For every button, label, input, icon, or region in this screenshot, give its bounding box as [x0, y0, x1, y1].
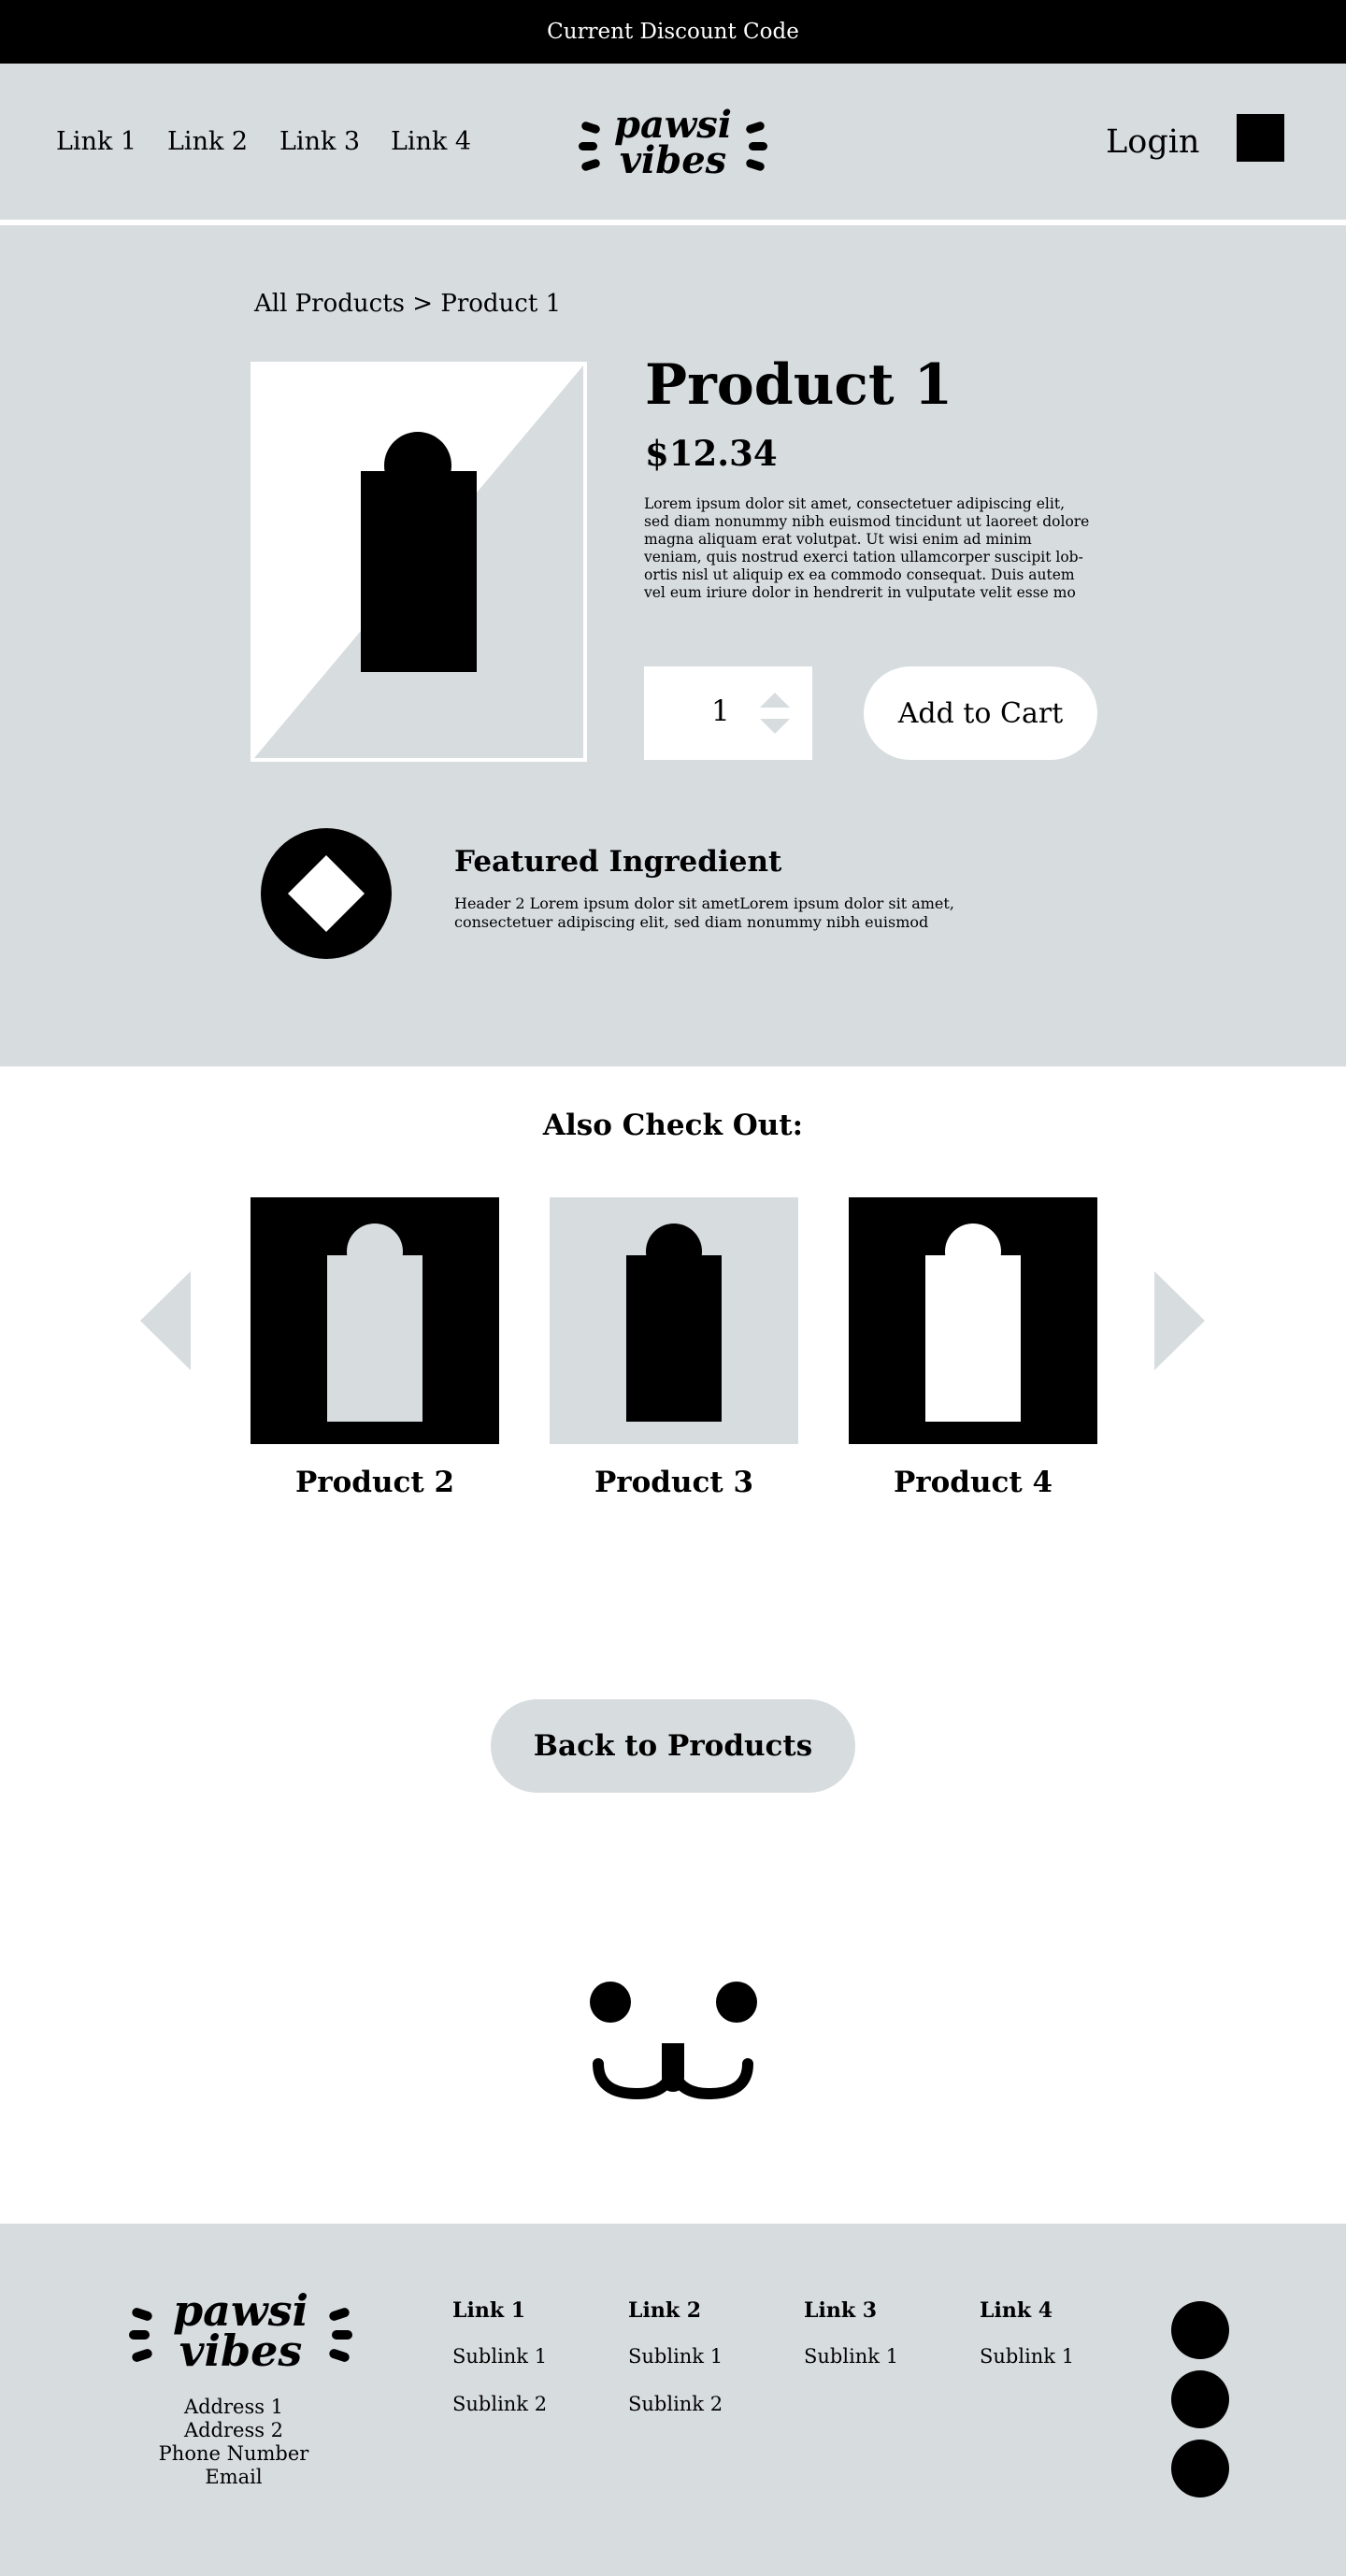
discount-banner	[0, 0, 1346, 64]
logo-dash	[749, 142, 767, 150]
product-3-name[interactable]: Product 3	[594, 1466, 754, 1499]
footer-sublink[interactable]: Sublink 1	[628, 2345, 723, 2368]
footer-link-1[interactable]: Link 1	[452, 2298, 526, 2323]
footer-column-2	[628, 2298, 723, 2440]
bottle-image-icon	[254, 365, 583, 758]
dog-face-icon	[580, 1972, 766, 2112]
footer-column-3	[804, 2298, 898, 2393]
quantity-value[interactable]: 1	[711, 694, 730, 728]
footer-sublink[interactable]: Sublink 1	[804, 2345, 899, 2368]
product-card-3[interactable]	[550, 1197, 798, 1499]
chevron-down-icon[interactable]	[760, 719, 790, 734]
logo-dash	[332, 2330, 352, 2340]
product-2-thumbnail	[251, 1197, 499, 1444]
email[interactable]: Email	[205, 2466, 263, 2488]
bottle-image-icon	[251, 1197, 499, 1444]
logo-word-1: pawsi	[173, 2285, 308, 2336]
back-to-products-button[interactable]: Back to Products	[491, 1699, 855, 1793]
bottle-image-icon	[550, 1197, 798, 1444]
logo-dash	[579, 142, 597, 150]
product-section	[0, 225, 1346, 1066]
featured-ingredient-icon	[261, 828, 392, 959]
social-icon-3[interactable]	[1171, 2440, 1229, 2497]
nav-link-4[interactable]: Link 4	[391, 127, 472, 156]
add-to-cart-button[interactable]: Add to Cart	[864, 666, 1097, 760]
nav-link-3[interactable]: Link 3	[279, 127, 361, 156]
carousel-prev-arrow-icon[interactable]	[140, 1271, 191, 1370]
footer-link-3[interactable]: Link 3	[804, 2298, 878, 2323]
chevron-up-icon[interactable]	[760, 693, 790, 708]
header-logo[interactable]	[575, 103, 771, 182]
product-description: Lorem ipsum dolor sit amet, consectetuer adipiscing elit, sed diam nonummy nibh euismod tincidunt ut laoreet dolore magna aliquam erat volutpat. Ut wisi enim ad minim veniam, quis nostrud exerci tation ullamcorper suscipit lob-ortis nisl ut aliquip ex ea commodo consequat. Duis autem vel eum iriure dolor in hendrerit in vulputate velit esse mo	[644, 495, 1090, 601]
phone-number[interactable]: Phone Number	[158, 2442, 309, 2465]
footer-sublink[interactable]: Sublink 1	[452, 2345, 548, 2368]
address-line-2: Address 2	[183, 2419, 284, 2441]
footer-sublink[interactable]: Sublink 2	[452, 2393, 548, 2415]
featured-ingredient-title: Featured Ingredient	[454, 845, 782, 879]
featured-ingredient-text: Header 2 Lorem ipsum dolor sit ametLorem ipsum dolor sit amet, consectetuer adipiscing elit, sed diam nonummy nibh euismod	[454, 894, 954, 931]
logo-word-2: vibes	[619, 138, 727, 182]
breadcrumb	[254, 290, 561, 318]
social-icon-1[interactable]	[1171, 2301, 1229, 2359]
product-3-thumbnail	[550, 1197, 798, 1444]
logo-dash	[129, 2330, 150, 2340]
login-link[interactable]: Login	[1106, 123, 1200, 161]
product-card-4[interactable]	[849, 1197, 1097, 1499]
breadcrumb-all-products[interactable]: All Products	[254, 290, 405, 318]
logo-word-1: pawsi	[613, 103, 733, 147]
footer-sublink[interactable]: Sublink 2	[628, 2393, 723, 2415]
breadcrumb-separator: >	[412, 290, 434, 318]
product-title: Product 1	[645, 352, 953, 418]
carousel-next-arrow-icon[interactable]	[1154, 1271, 1205, 1370]
bottle-image-icon	[849, 1197, 1097, 1444]
product-main-image	[251, 362, 587, 762]
also-check-out-title: Also Check Out:	[542, 1109, 804, 1142]
footer-column-4	[980, 2298, 1074, 2393]
footer-sublink[interactable]: Sublink 1	[980, 2345, 1075, 2368]
square-icon[interactable]	[1237, 114, 1284, 162]
footer-address	[131, 2396, 336, 2489]
social-icon-2[interactable]	[1171, 2370, 1229, 2428]
quantity-stepper[interactable]	[644, 666, 812, 760]
address-line-1: Address 1	[183, 2396, 284, 2418]
nav-link-2[interactable]: Link 2	[167, 127, 249, 156]
product-4-name[interactable]: Product 4	[893, 1466, 1053, 1499]
logo-word-2: vibes	[179, 2326, 303, 2376]
nav-link-1[interactable]: Link 1	[56, 127, 137, 156]
product-price: $12.34	[645, 433, 778, 474]
breadcrumb-current: Product 1	[440, 290, 562, 318]
product-4-thumbnail	[849, 1197, 1097, 1444]
site-header	[0, 64, 1346, 222]
footer-column-1	[452, 2298, 547, 2440]
site-footer	[0, 2224, 1346, 2576]
footer-link-4[interactable]: Link 4	[980, 2298, 1053, 2323]
product-card-2[interactable]	[251, 1197, 499, 1499]
discount-banner-text: Current Discount Code	[547, 20, 799, 44]
diamond-icon	[288, 855, 365, 932]
footer-logo[interactable]	[126, 2285, 355, 2376]
footer-link-2[interactable]: Link 2	[628, 2298, 702, 2323]
product-2-name[interactable]: Product 2	[294, 1466, 455, 1499]
